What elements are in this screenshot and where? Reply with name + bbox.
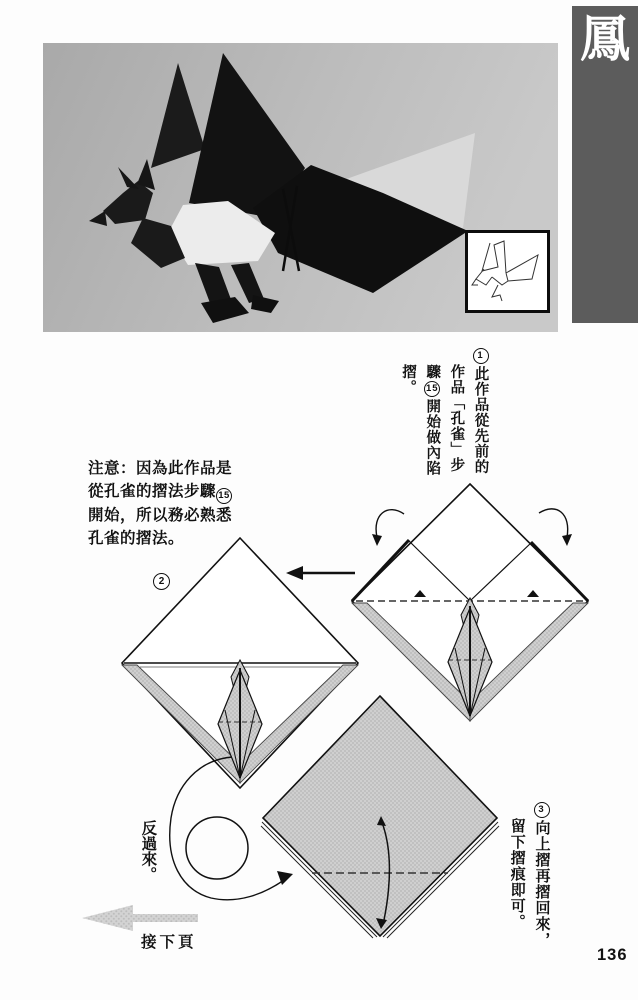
text-line [444, 347, 468, 497]
chapter-title: 鳳 [580, 11, 630, 67]
text-line [504, 801, 529, 951]
note-text [88, 457, 278, 550]
text-run: 驟 [424, 364, 441, 380]
text-line [396, 347, 420, 497]
text-run: 注意：因為此作品是 [88, 460, 233, 477]
chapter-tab [572, 6, 638, 323]
text-run: 作品「孔雀」步 [448, 364, 465, 473]
page-number: 136 [597, 946, 628, 964]
diagram-step-1 [352, 484, 588, 721]
text-run: 向上摺再摺回來， [533, 820, 551, 948]
step-arrow-left [286, 566, 355, 580]
circled-number: 15 [424, 381, 440, 397]
text-run: 孔雀的摺法。 [88, 529, 185, 547]
circled-number: 1 [473, 348, 489, 364]
continue-next-page-label: 接下頁 [141, 934, 197, 951]
turn-over-label: 反過來。 [139, 820, 157, 882]
diagram-step-3 [261, 696, 499, 938]
text-line [88, 527, 278, 550]
text-line [88, 457, 278, 480]
reverse-fold-arrow-left [372, 510, 404, 546]
step-2-number: 2 [153, 573, 170, 590]
text-run: 摺。 [400, 364, 417, 395]
text-line [420, 347, 444, 497]
circled-number: 3 [534, 802, 550, 818]
inset-thumbnail [465, 230, 550, 313]
text-run: 從孔雀的摺法步驟 [88, 483, 217, 500]
text-run: 留下摺痕即可。 [508, 818, 526, 930]
text-run: 此作品從先前的 [472, 366, 489, 475]
phoenix-line-drawing [468, 233, 547, 310]
text-line [88, 504, 278, 527]
text-line [529, 801, 554, 951]
text-run: 開始，所以務必熟悉 [88, 506, 233, 524]
reverse-fold-arrow-right [539, 509, 572, 546]
step-1-instructions [396, 347, 493, 497]
circled-number: 15 [216, 488, 232, 504]
step-3-instructions [504, 801, 554, 951]
phoenix-photo [43, 43, 558, 332]
text-line [88, 480, 278, 504]
text-line [468, 347, 492, 497]
text-run: 開始做內陷 [424, 398, 441, 476]
